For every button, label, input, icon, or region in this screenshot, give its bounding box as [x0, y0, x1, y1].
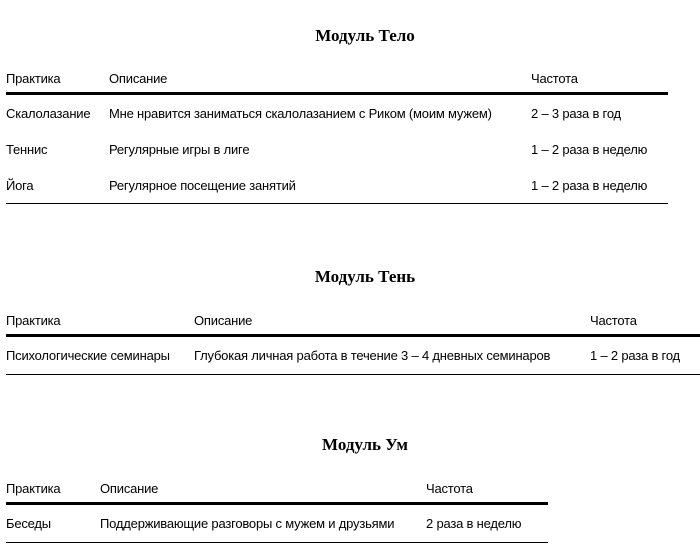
cell-practice: Теннис	[6, 141, 48, 157]
header-description: Описание	[109, 71, 531, 94]
header-description: Описание	[100, 481, 426, 504]
table-row	[6, 336, 700, 375]
cell-practice: Психологические семинары	[6, 336, 194, 375]
header-frequency: Частота	[426, 481, 548, 504]
header-frequency: Частота	[590, 313, 700, 336]
module-title-shadow: Модуль Тень	[314, 267, 416, 286]
header-practice: Практика	[6, 313, 194, 336]
header-frequency: Частота	[531, 71, 668, 94]
table-row	[6, 131, 668, 167]
cell-frequency: 1 – 2 раза в неделю	[531, 167, 668, 204]
header-description: Описание	[194, 313, 590, 336]
table-header-row	[6, 71, 668, 94]
cell-frequency: 2 – 3 раза в год	[531, 105, 621, 121]
cell-frequency: 1 – 2 раза в год	[590, 336, 700, 375]
header-practice: Практика	[6, 481, 100, 504]
cell-description: Глубокая личная работа в течение 3 – 4 дневных семинаров	[194, 336, 590, 375]
practice-table-mind	[6, 481, 548, 543]
cell-description: Регулярные игры в лиге	[109, 141, 250, 157]
cell-practice: Йога	[6, 167, 109, 204]
table-row	[6, 94, 668, 132]
practice-table-shadow	[6, 313, 700, 375]
cell-description: Регулярное посещение занятий	[109, 167, 531, 204]
cell-practice: Беседы	[6, 504, 100, 543]
table-row	[6, 167, 668, 204]
header-practice: Практика	[6, 71, 109, 94]
module-title-mind: Модуль Ум	[322, 435, 408, 454]
cell-frequency: 2 раза в неделю	[426, 504, 548, 543]
cell-frequency: 1 – 2 раза в неделю	[531, 141, 648, 157]
module-title-body: Модуль Тело	[315, 26, 415, 45]
practice-table-body	[6, 71, 668, 204]
cell-practice: Скалолазание	[6, 105, 91, 121]
table-header-row	[6, 481, 548, 504]
table-header-row	[6, 313, 700, 336]
cell-description: Поддерживающие разговоры с мужем и друзьями	[100, 504, 426, 543]
table-row	[6, 504, 548, 543]
cell-description: Мне нравится заниматься скалолазанием с Риком (моим мужем)	[109, 105, 492, 121]
